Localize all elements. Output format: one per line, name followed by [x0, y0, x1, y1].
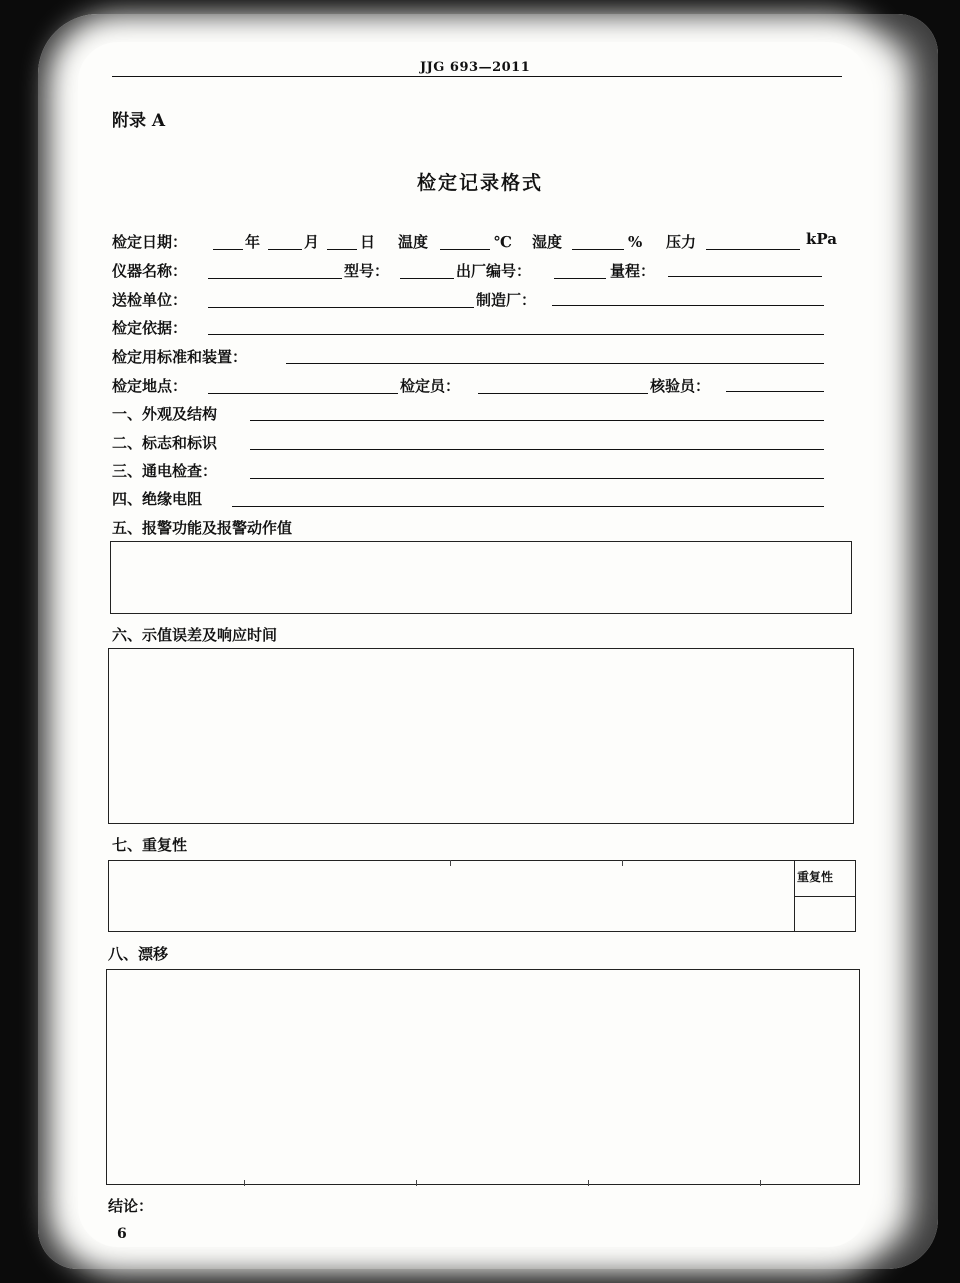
- instrument-label: 仪器名称：: [112, 262, 188, 280]
- section-repeatability: 七、重复性: [112, 836, 188, 854]
- grid-tick: [244, 1180, 245, 1186]
- temperature-field[interactable]: [440, 249, 490, 250]
- model-label: 型号：: [344, 262, 390, 280]
- site-label: 检定地点：: [112, 377, 188, 395]
- grid-tick: [588, 1180, 589, 1186]
- basis-label: 检定依据：: [112, 319, 188, 337]
- day-field[interactable]: [327, 249, 357, 250]
- section-appearance: 一、外观及结构: [112, 405, 218, 423]
- humidity-label: 湿度: [532, 233, 563, 251]
- standard-number: JJG 693—2011: [420, 60, 531, 75]
- section-indication-error: 六、示值误差及响应时间: [112, 626, 278, 644]
- instrument-field[interactable]: [208, 278, 342, 279]
- section-marking: 二、标志和标识: [112, 434, 218, 452]
- date-label: 检定日期：: [112, 233, 188, 251]
- grid-tick: [450, 860, 451, 866]
- alarm-table[interactable]: [110, 541, 852, 614]
- pressure-field[interactable]: [706, 249, 800, 250]
- insulation-field[interactable]: [232, 506, 824, 507]
- temperature-unit: ℃: [494, 233, 512, 251]
- drift-table[interactable]: [106, 969, 860, 1185]
- model-field[interactable]: [400, 278, 454, 279]
- serial-field[interactable]: [554, 278, 606, 279]
- indication-error-table[interactable]: [108, 648, 854, 824]
- repeatability-cell-divider: [794, 896, 856, 897]
- power-check-field[interactable]: [250, 478, 824, 479]
- basis-field[interactable]: [208, 334, 824, 335]
- submitter-label: 送检单位：: [112, 291, 188, 309]
- month-unit: 月: [304, 233, 320, 251]
- pressure-label: 压力: [666, 233, 697, 251]
- repeatability-cell-label: 重复性: [797, 870, 834, 884]
- grid-tick: [622, 860, 623, 866]
- header-rule: [112, 76, 842, 77]
- page-title: 检定记录格式: [416, 172, 543, 194]
- year-field[interactable]: [213, 249, 243, 250]
- appearance-field[interactable]: [250, 420, 824, 421]
- marking-field[interactable]: [250, 449, 824, 450]
- verifier-label: 检定员：: [400, 377, 461, 395]
- maker-label: 制造厂：: [476, 291, 537, 309]
- section-alarm: 五、报警功能及报警动作值: [112, 519, 293, 537]
- section-insulation: 四、绝缘电阻: [112, 490, 203, 508]
- grid-tick: [416, 1180, 417, 1186]
- conclusion-label: 结论：: [108, 1197, 154, 1215]
- year-unit: 年: [245, 233, 261, 251]
- section-power-check: 三、通电检查：: [112, 462, 218, 480]
- page-number: 6: [117, 1226, 127, 1242]
- temperature-label: 温度: [398, 233, 429, 251]
- range-label: 量程：: [610, 262, 656, 280]
- humidity-unit: %: [628, 233, 643, 251]
- serial-label: 出厂编号：: [456, 262, 532, 280]
- checker-label: 核验员：: [650, 377, 711, 395]
- checker-field[interactable]: [726, 391, 824, 392]
- repeatability-table[interactable]: [108, 860, 856, 932]
- day-unit: 日: [360, 233, 376, 251]
- appendix-label: 附录 A: [112, 111, 166, 131]
- submitter-field[interactable]: [208, 307, 474, 308]
- section-drift: 八、漂移: [108, 945, 169, 963]
- verifier-field[interactable]: [478, 393, 648, 394]
- standards-label: 检定用标准和装置：: [112, 348, 248, 366]
- standards-field[interactable]: [286, 363, 824, 364]
- pressure-unit: kPa: [806, 230, 837, 248]
- humidity-field[interactable]: [572, 249, 624, 250]
- maker-field[interactable]: [552, 305, 824, 306]
- site-field[interactable]: [208, 393, 398, 394]
- grid-tick: [760, 1180, 761, 1186]
- month-field[interactable]: [268, 249, 302, 250]
- range-field[interactable]: [668, 276, 822, 277]
